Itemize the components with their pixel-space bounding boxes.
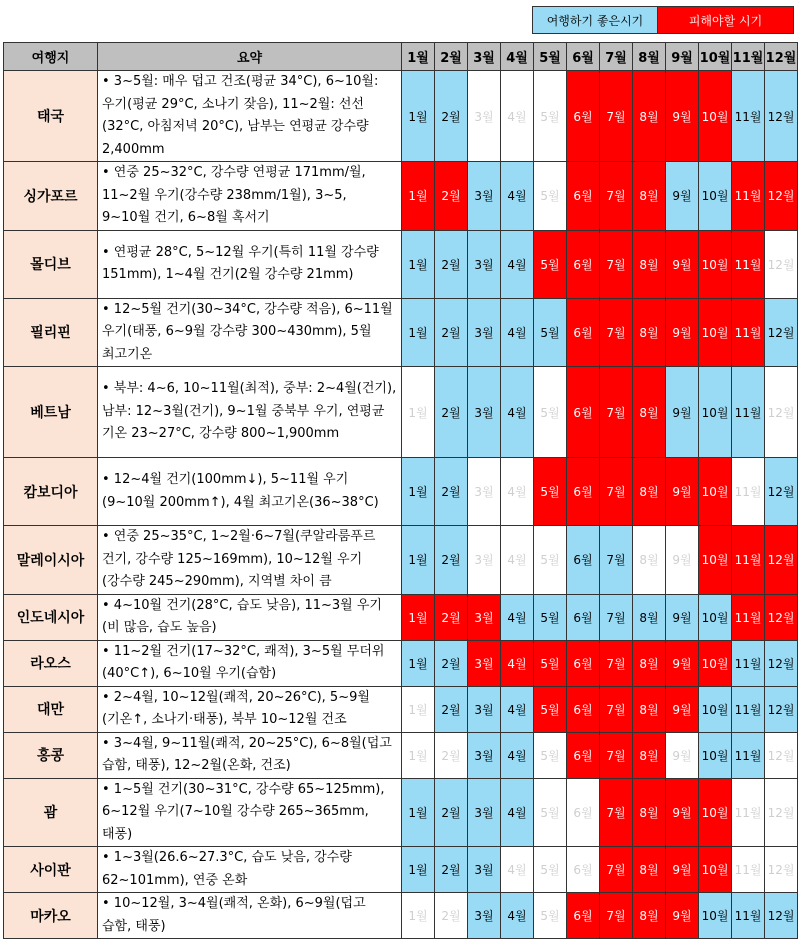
month-cell-good: 2월 <box>435 230 468 298</box>
summary-cell: • 연중 25~32°C, 강수량 연평균 171mm/월, 11~2월 우기(강수량 238mm/1월), 3~5, 9~10월 건기, 6~8월 혹서기 <box>98 162 402 231</box>
month-cell-neutral: 5월 <box>534 847 567 893</box>
month-cell-bad: 8월 <box>633 367 666 458</box>
header-month: 10월 <box>699 43 732 71</box>
month-cell-bad: 8월 <box>633 230 666 298</box>
table-row <box>4 230 798 298</box>
month-cell-neutral: 2월 <box>435 893 468 939</box>
month-cell-bad: 11월 <box>732 298 765 367</box>
month-cell-neutral: 3월 <box>468 526 501 595</box>
month-cell-good: 12월 <box>765 71 798 162</box>
summary-cell: • 2~4월, 10~12월(쾌적, 20~26°C), 5~9월(기온↑, 소나기·태풍), 북부 10~12월 건조 <box>98 686 402 732</box>
month-cell-good: 4월 <box>501 230 534 298</box>
month-cell-neutral: 12월 <box>765 230 798 298</box>
month-cell-good: 3월 <box>468 686 501 732</box>
month-cell-good: 1월 <box>402 526 435 595</box>
summary-cell: • 11~2월 건기(17~32°C, 쾌적), 3~5월 무더위(40°C↑), 6~10월 우기(습함) <box>98 640 402 686</box>
table-row <box>4 298 798 367</box>
table-row <box>4 594 798 640</box>
month-cell-good: 2월 <box>435 778 468 847</box>
header-month: 2월 <box>435 43 468 71</box>
month-cell-bad: 8월 <box>633 847 666 893</box>
month-cell-bad: 1월 <box>402 594 435 640</box>
month-cell-neutral: 12월 <box>765 367 798 458</box>
month-cell-bad: 7월 <box>600 230 633 298</box>
summary-cell: • 북부: 4~6, 10~11월(최적), 중부: 2~4월(건기), 남부: 12~3월(건기), 9~1월 중북부 우기, 연평균 기온 23~27°C, 강수량 800~1,900mm <box>98 367 402 458</box>
month-cell-bad: 11월 <box>732 230 765 298</box>
month-cell-neutral: 3월 <box>468 71 501 162</box>
header-month: 9월 <box>666 43 699 71</box>
month-cell-good: 4월 <box>501 367 534 458</box>
month-cell-good: 4월 <box>501 893 534 939</box>
month-cell-good: 9월 <box>666 162 699 231</box>
month-cell-bad: 1월 <box>402 162 435 231</box>
month-cell-good: 2월 <box>435 640 468 686</box>
month-cell-good: 4월 <box>501 162 534 231</box>
table-row <box>4 162 798 231</box>
month-cell-bad: 6월 <box>567 686 600 732</box>
month-cell-good: 3월 <box>468 162 501 231</box>
month-cell-bad: 8월 <box>633 732 666 778</box>
month-cell-bad: 6월 <box>567 298 600 367</box>
month-cell-good: 11월 <box>732 71 765 162</box>
month-cell-good: 1월 <box>402 458 435 526</box>
month-cell-bad: 9월 <box>666 71 699 162</box>
table-row <box>4 778 798 847</box>
month-cell-bad: 8월 <box>633 893 666 939</box>
month-cell-bad: 6월 <box>567 640 600 686</box>
month-cell-good: 9월 <box>666 594 699 640</box>
month-cell-good: 7월 <box>600 594 633 640</box>
month-cell-good: 2월 <box>435 367 468 458</box>
destination-cell: 싱가포르 <box>4 162 98 231</box>
month-cell-bad: 12월 <box>765 526 798 595</box>
month-cell-good: 11월 <box>732 893 765 939</box>
month-cell-good: 3월 <box>468 230 501 298</box>
month-cell-neutral: 5월 <box>534 526 567 595</box>
header-month: 4월 <box>501 43 534 71</box>
month-cell-bad: 7월 <box>600 847 633 893</box>
summary-cell: • 12~5월 건기(30~34°C, 강수량 적음), 6~11월 우기(태풍, 6~9월 강수량 300~430mm), 5월 최고기온 <box>98 298 402 367</box>
month-cell-good: 4월 <box>501 686 534 732</box>
month-cell-good: 4월 <box>501 298 534 367</box>
month-cell-bad: 6월 <box>567 230 600 298</box>
month-cell-neutral: 5월 <box>534 893 567 939</box>
month-cell-bad: 6월 <box>567 893 600 939</box>
header-destination: 여행지 <box>4 43 98 71</box>
table-row <box>4 526 798 595</box>
month-cell-bad: 6월 <box>567 162 600 231</box>
header-month: 11월 <box>732 43 765 71</box>
month-cell-bad: 10월 <box>699 778 732 847</box>
month-cell-good: 2월 <box>435 298 468 367</box>
month-cell-bad: 8월 <box>633 458 666 526</box>
month-cell-good: 1월 <box>402 847 435 893</box>
destination-cell: 마카오 <box>4 893 98 939</box>
month-cell-good: 10월 <box>699 594 732 640</box>
month-cell-good: 1월 <box>402 71 435 162</box>
destination-cell: 괌 <box>4 778 98 847</box>
month-cell-bad: 8월 <box>633 298 666 367</box>
month-cell-neutral: 12월 <box>765 732 798 778</box>
month-cell-good: 2월 <box>435 686 468 732</box>
month-cell-neutral: 3월 <box>468 458 501 526</box>
month-cell-bad: 5월 <box>534 458 567 526</box>
month-cell-neutral: 1월 <box>402 367 435 458</box>
month-cell-bad: 5월 <box>534 640 567 686</box>
month-cell-good: 10월 <box>699 893 732 939</box>
month-cell-bad: 11월 <box>732 594 765 640</box>
month-cell-good: 4월 <box>501 594 534 640</box>
month-cell-good: 12월 <box>765 893 798 939</box>
month-cell-good: 3월 <box>468 893 501 939</box>
month-cell-good: 2월 <box>435 71 468 162</box>
month-cell-good: 1월 <box>402 640 435 686</box>
header-month: 3월 <box>468 43 501 71</box>
month-cell-good: 1월 <box>402 778 435 847</box>
month-cell-bad: 7월 <box>600 732 633 778</box>
destination-cell: 몰디브 <box>4 230 98 298</box>
month-cell-bad: 11월 <box>732 162 765 231</box>
table-row <box>4 458 798 526</box>
month-cell-good: 3월 <box>468 778 501 847</box>
summary-cell: • 1~5월 건기(30~31°C, 강수량 65~125mm), 6~12월 우기(7~10월 강수량 265~365mm, 태풍) <box>98 778 402 847</box>
destination-cell: 홍콩 <box>4 732 98 778</box>
month-cell-neutral: 4월 <box>501 71 534 162</box>
header-row <box>4 43 798 71</box>
month-cell-good: 6월 <box>567 594 600 640</box>
month-cell-good: 4월 <box>501 732 534 778</box>
month-cell-neutral: 11월 <box>732 847 765 893</box>
header-month: 7월 <box>600 43 633 71</box>
month-cell-bad: 3월 <box>468 594 501 640</box>
month-cell-neutral: 5월 <box>534 732 567 778</box>
month-cell-neutral: 4월 <box>501 458 534 526</box>
month-cell-good: 9월 <box>666 367 699 458</box>
month-cell-bad: 8월 <box>633 778 666 847</box>
table-body <box>4 71 798 939</box>
month-cell-bad: 9월 <box>666 458 699 526</box>
legend-bad: 피해야할 시기 <box>658 6 794 34</box>
month-cell-bad: 10월 <box>699 458 732 526</box>
month-cell-neutral: 4월 <box>501 847 534 893</box>
month-cell-good: 4월 <box>501 778 534 847</box>
month-cell-bad: 9월 <box>666 686 699 732</box>
month-cell-bad: 6월 <box>567 367 600 458</box>
month-cell-good: 3월 <box>468 367 501 458</box>
month-cell-bad: 9월 <box>666 847 699 893</box>
month-cell-bad: 6월 <box>567 71 600 162</box>
month-cell-bad: 8월 <box>633 162 666 231</box>
month-cell-bad: 7월 <box>600 298 633 367</box>
month-cell-neutral: 8월 <box>633 526 666 595</box>
month-cell-neutral: 9월 <box>666 732 699 778</box>
month-cell-bad: 12월 <box>765 162 798 231</box>
month-cell-good: 11월 <box>732 732 765 778</box>
month-cell-good: 12월 <box>765 686 798 732</box>
table-row <box>4 640 798 686</box>
month-cell-good: 10월 <box>699 686 732 732</box>
month-cell-bad: 7월 <box>600 640 633 686</box>
destination-cell: 대만 <box>4 686 98 732</box>
legend <box>532 6 794 34</box>
month-cell-neutral: 11월 <box>732 778 765 847</box>
table-row <box>4 686 798 732</box>
month-cell-bad: 7월 <box>600 778 633 847</box>
month-cell-bad: 9월 <box>666 778 699 847</box>
table-row <box>4 71 798 162</box>
month-cell-good: 2월 <box>435 847 468 893</box>
table-row <box>4 893 798 939</box>
destination-cell: 사이판 <box>4 847 98 893</box>
month-cell-neutral: 11월 <box>732 458 765 526</box>
month-cell-bad: 10월 <box>699 640 732 686</box>
month-cell-neutral: 1월 <box>402 893 435 939</box>
month-cell-good: 3월 <box>468 847 501 893</box>
month-cell-neutral: 9월 <box>666 526 699 595</box>
summary-cell: • 연평균 28°C, 5~12월 우기(특히 11월 강수량 151mm), 1~4월 건기(2월 강수량 21mm) <box>98 230 402 298</box>
month-cell-bad: 7월 <box>600 686 633 732</box>
summary-cell: • 3~5월: 매우 덥고 건조(평균 34°C), 6~10월: 우기(평균 29°C, 소나기 잦음), 11~2월: 선선(32°C, 아침저녁 20°C), 남부는 연평균 강수량 2,400mm <box>98 71 402 162</box>
month-cell-good: 5월 <box>534 594 567 640</box>
month-cell-bad: 12월 <box>765 594 798 640</box>
month-cell-bad: 10월 <box>699 298 732 367</box>
month-cell-bad: 5월 <box>534 686 567 732</box>
month-cell-bad: 9월 <box>666 640 699 686</box>
month-cell-good: 10월 <box>699 367 732 458</box>
month-cell-neutral: 12월 <box>765 778 798 847</box>
table-row <box>4 847 798 893</box>
month-cell-bad: 7월 <box>600 162 633 231</box>
month-cell-good: 11월 <box>732 640 765 686</box>
month-cell-bad: 10월 <box>699 526 732 595</box>
month-cell-bad: 10월 <box>699 71 732 162</box>
month-cell-good: 1월 <box>402 298 435 367</box>
month-cell-bad: 7월 <box>600 893 633 939</box>
month-cell-bad: 9월 <box>666 230 699 298</box>
month-cell-good: 12월 <box>765 298 798 367</box>
month-cell-neutral: 6월 <box>567 847 600 893</box>
month-cell-bad: 11월 <box>732 526 765 595</box>
month-cell-bad: 2월 <box>435 162 468 231</box>
month-cell-neutral: 5월 <box>534 367 567 458</box>
month-cell-neutral: 12월 <box>765 847 798 893</box>
month-cell-bad: 7월 <box>600 458 633 526</box>
month-cell-good: 3월 <box>468 298 501 367</box>
month-cell-bad: 2월 <box>435 594 468 640</box>
destination-cell: 캄보디아 <box>4 458 98 526</box>
header-month: 8월 <box>633 43 666 71</box>
month-cell-bad: 5월 <box>534 230 567 298</box>
month-cell-neutral: 5월 <box>534 778 567 847</box>
month-cell-bad: 10월 <box>699 230 732 298</box>
month-cell-good: 1월 <box>402 230 435 298</box>
month-cell-bad: 10월 <box>699 847 732 893</box>
table-row <box>4 732 798 778</box>
destination-cell: 태국 <box>4 71 98 162</box>
month-cell-bad: 6월 <box>567 458 600 526</box>
header-month: 6월 <box>567 43 600 71</box>
month-cell-good: 2월 <box>435 458 468 526</box>
destination-cell: 말레이시아 <box>4 526 98 595</box>
month-cell-good: 11월 <box>732 367 765 458</box>
month-cell-bad: 7월 <box>600 367 633 458</box>
month-cell-good: 11월 <box>732 686 765 732</box>
header-month: 12월 <box>765 43 798 71</box>
destination-cell: 라오스 <box>4 640 98 686</box>
summary-cell: • 1~3월(26.6~27.3°C, 습도 낮음, 강수량 62~101mm), 연중 온화 <box>98 847 402 893</box>
summary-cell: • 4~10월 건기(28°C, 습도 낮음), 11~3월 우기(비 많음, 습도 높음) <box>98 594 402 640</box>
month-cell-neutral: 2월 <box>435 732 468 778</box>
month-cell-bad: 9월 <box>666 298 699 367</box>
header-summary: 요약 <box>98 43 402 71</box>
month-cell-good: 12월 <box>765 458 798 526</box>
month-cell-good: 12월 <box>765 640 798 686</box>
month-cell-good: 10월 <box>699 732 732 778</box>
header-month: 5월 <box>534 43 567 71</box>
month-cell-good: 7월 <box>600 526 633 595</box>
month-cell-bad: 8월 <box>633 686 666 732</box>
month-cell-neutral: 4월 <box>501 526 534 595</box>
table-row <box>4 367 798 458</box>
month-cell-bad: 4월 <box>501 640 534 686</box>
travel-season-table <box>3 42 798 939</box>
month-cell-neutral: 1월 <box>402 686 435 732</box>
month-cell-neutral: 6월 <box>567 778 600 847</box>
month-cell-good: 3월 <box>468 732 501 778</box>
summary-cell: • 3~4월, 9~11월(쾌적, 20~25°C), 6~8월(덥고 습함, 태풍), 12~2월(온화, 건조) <box>98 732 402 778</box>
month-cell-good: 2월 <box>435 526 468 595</box>
month-cell-bad: 6월 <box>567 732 600 778</box>
month-cell-good: 8월 <box>633 594 666 640</box>
summary-cell: • 12~4월 건기(100mm↓), 5~11월 우기(9~10월 200mm↑), 4월 최고기온(36~38°C) <box>98 458 402 526</box>
month-cell-neutral: 5월 <box>534 71 567 162</box>
legend-good: 여행하기 좋은시기 <box>532 6 658 34</box>
month-cell-bad: 9월 <box>666 893 699 939</box>
destination-cell: 베트남 <box>4 367 98 458</box>
month-cell-bad: 8월 <box>633 640 666 686</box>
month-cell-good: 6월 <box>567 526 600 595</box>
header-month: 1월 <box>402 43 435 71</box>
month-cell-bad: 3월 <box>468 640 501 686</box>
month-cell-neutral: 1월 <box>402 732 435 778</box>
summary-cell: • 연중 25~35°C, 1~2월·6~7월(쿠알라룸푸르 건기, 강수량 125~169mm), 10~12월 우기(강수량 245~290mm), 지역별 차이 큼 <box>98 526 402 595</box>
destination-cell: 인도네시아 <box>4 594 98 640</box>
month-cell-good: 5월 <box>534 298 567 367</box>
month-cell-bad: 8월 <box>633 71 666 162</box>
destination-cell: 필리핀 <box>4 298 98 367</box>
month-cell-bad: 7월 <box>600 71 633 162</box>
month-cell-neutral: 5월 <box>534 162 567 231</box>
summary-cell: • 10~12월, 3~4월(쾌적, 온화), 6~9월(덥고 습함, 태풍) <box>98 893 402 939</box>
month-cell-good: 10월 <box>699 162 732 231</box>
